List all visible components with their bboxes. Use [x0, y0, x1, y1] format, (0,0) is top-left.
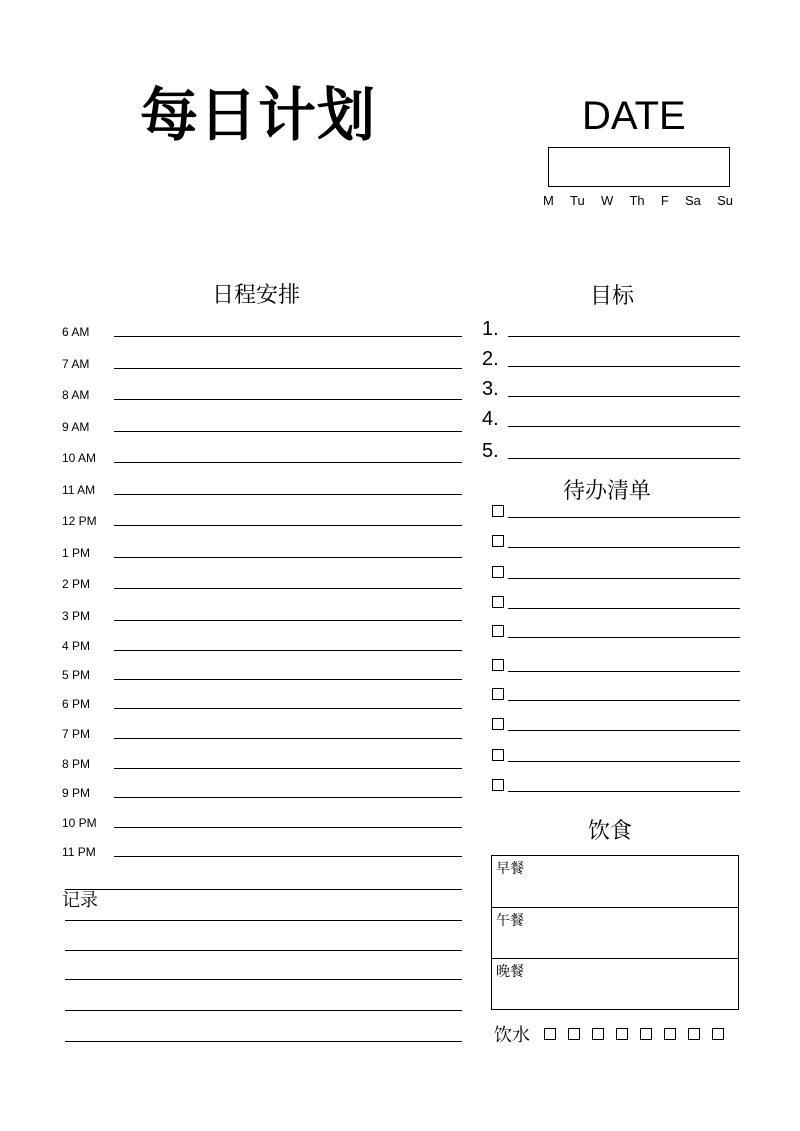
notes-line[interactable] — [65, 950, 462, 951]
todo-item[interactable] — [492, 502, 740, 522]
meal-label: 午餐 — [496, 913, 524, 929]
write-line[interactable] — [508, 637, 740, 638]
schedule-row[interactable] — [62, 786, 462, 806]
todo-item[interactable] — [492, 563, 740, 583]
goal-number: 3. — [482, 378, 499, 400]
write-line[interactable] — [508, 547, 740, 548]
meal-label: 早餐 — [496, 861, 524, 877]
notes-heading: 记录 — [62, 890, 98, 911]
checkbox[interactable] — [492, 749, 504, 761]
water-cup-checkbox[interactable] — [592, 1028, 604, 1040]
water-cup-checkbox[interactable] — [640, 1028, 652, 1040]
write-line[interactable] — [114, 708, 462, 709]
meal-label: 晚餐 — [496, 964, 524, 980]
page-title: 每日计划 — [140, 81, 377, 149]
goal-row[interactable] — [482, 440, 740, 464]
schedule-row[interactable] — [62, 577, 462, 597]
todo-item[interactable] — [492, 746, 740, 766]
schedule-row[interactable] — [62, 420, 462, 440]
weekday-su[interactable]: Su — [717, 193, 733, 208]
write-line[interactable] — [114, 494, 462, 495]
write-line[interactable] — [114, 620, 462, 621]
schedule-row[interactable] — [62, 514, 462, 534]
schedule-row[interactable] — [62, 388, 462, 408]
write-line[interactable] — [508, 458, 740, 459]
notes-line[interactable] — [65, 1010, 462, 1011]
schedule-row[interactable] — [62, 697, 462, 717]
water-cup-checkbox[interactable] — [664, 1028, 676, 1040]
checkbox[interactable] — [492, 535, 504, 547]
write-line[interactable] — [508, 336, 740, 337]
write-line[interactable] — [114, 797, 462, 798]
time-label: 3 PM — [62, 609, 91, 623]
write-line[interactable] — [114, 462, 462, 463]
goal-row[interactable] — [482, 348, 740, 372]
write-line[interactable] — [114, 768, 462, 769]
todo-item[interactable] — [492, 532, 740, 552]
time-label: 10 PM — [62, 816, 97, 830]
time-label: 5 PM — [62, 668, 91, 682]
schedule-row[interactable] — [62, 727, 462, 747]
weekday-f[interactable]: F — [660, 193, 669, 208]
meal-cell[interactable] — [492, 856, 738, 907]
water-cup-checkbox[interactable] — [688, 1028, 700, 1040]
write-line[interactable] — [114, 588, 462, 589]
checkbox[interactable] — [492, 718, 504, 730]
write-line[interactable] — [114, 557, 462, 558]
checkbox[interactable] — [492, 505, 504, 517]
write-line[interactable] — [508, 700, 740, 701]
schedule-row[interactable] — [62, 546, 462, 566]
date-field[interactable] — [548, 147, 730, 187]
goals-heading: 目标 — [590, 284, 635, 309]
meal-cell[interactable] — [492, 958, 738, 1009]
weekday-th[interactable]: Th — [629, 193, 645, 208]
schedule-row[interactable] — [62, 483, 462, 503]
write-line[interactable] — [114, 525, 462, 526]
notes-line[interactable] — [65, 889, 462, 890]
goal-number: 1. — [482, 318, 499, 340]
checkbox[interactable] — [492, 688, 504, 700]
date-label: DATE — [582, 94, 686, 138]
time-label: 9 PM — [62, 786, 91, 800]
schedule-row[interactable] — [62, 816, 462, 836]
time-label: 6 PM — [62, 697, 91, 711]
checkbox[interactable] — [492, 625, 504, 637]
todo-item[interactable] — [492, 593, 740, 613]
write-line[interactable] — [508, 578, 740, 579]
todo-item[interactable] — [492, 685, 740, 705]
water-label: 饮水 — [494, 1025, 530, 1046]
write-line[interactable] — [508, 426, 740, 427]
water-cup-checkbox[interactable] — [616, 1028, 628, 1040]
diet-heading: 饮食 — [588, 819, 633, 844]
weekday-m[interactable]: M — [543, 193, 554, 208]
time-label: 11 AM — [62, 483, 96, 497]
meal-cell[interactable] — [492, 907, 738, 958]
write-line[interactable] — [508, 791, 740, 792]
goal-number: 5. — [482, 440, 499, 462]
weekday-w[interactable]: W — [600, 193, 614, 208]
notes-line[interactable] — [65, 979, 462, 980]
todo-item[interactable] — [492, 715, 740, 735]
write-line[interactable] — [508, 730, 740, 731]
write-line[interactable] — [508, 761, 740, 762]
time-label: 12 PM — [62, 514, 97, 528]
water-cup-checkbox[interactable] — [712, 1028, 724, 1040]
write-line[interactable] — [114, 431, 462, 432]
schedule-row[interactable] — [62, 325, 462, 345]
time-label: 9 AM — [62, 420, 90, 434]
write-line[interactable] — [508, 671, 740, 672]
checkbox[interactable] — [492, 659, 504, 671]
goal-number: 2. — [482, 348, 499, 370]
schedule-row[interactable] — [62, 639, 462, 659]
weekday-tu[interactable]: Tu — [570, 193, 585, 208]
todo-item[interactable] — [492, 656, 740, 676]
water-cup-checkbox[interactable] — [544, 1028, 556, 1040]
goal-row[interactable] — [482, 318, 740, 342]
write-line[interactable] — [508, 396, 740, 397]
checkbox[interactable] — [492, 596, 504, 608]
schedule-row[interactable] — [62, 757, 462, 777]
schedule-row[interactable] — [62, 357, 462, 377]
write-line[interactable] — [114, 827, 462, 828]
schedule-heading: 日程安排 — [212, 283, 301, 308]
notes-line[interactable] — [65, 1041, 462, 1042]
schedule-row[interactable] — [62, 609, 462, 629]
goal-number: 4. — [482, 408, 499, 430]
schedule-row[interactable] — [62, 845, 462, 865]
write-line[interactable] — [114, 679, 462, 680]
checkbox[interactable] — [492, 779, 504, 791]
time-label: 11 PM — [62, 845, 96, 859]
water-tracker — [494, 1021, 736, 1047]
time-label: 8 PM — [62, 757, 91, 771]
write-line[interactable] — [114, 368, 462, 369]
time-label: 7 AM — [62, 357, 90, 371]
write-line[interactable] — [508, 608, 740, 609]
time-label: 2 PM — [62, 577, 91, 591]
goal-row[interactable] — [482, 378, 740, 402]
write-line[interactable] — [114, 399, 462, 400]
weekday-selector — [543, 193, 733, 208]
schedule-row[interactable] — [62, 451, 462, 471]
write-line[interactable] — [114, 336, 462, 337]
todo-item[interactable] — [492, 622, 740, 642]
write-line[interactable] — [114, 856, 462, 857]
weekday-sa[interactable]: Sa — [684, 193, 701, 208]
write-line[interactable] — [114, 738, 462, 739]
time-label: 7 PM — [62, 727, 91, 741]
water-cup-checkbox[interactable] — [568, 1028, 580, 1040]
todo-item[interactable] — [492, 776, 740, 796]
write-line[interactable] — [114, 650, 462, 651]
time-label: 10 AM — [62, 451, 97, 465]
checkbox[interactable] — [492, 566, 504, 578]
meal-table — [491, 855, 739, 1010]
schedule-row[interactable] — [62, 668, 462, 688]
time-label: 4 PM — [62, 639, 91, 653]
time-label: 1 PM — [62, 546, 91, 560]
goal-row[interactable] — [482, 408, 740, 432]
todo-heading: 待办清单 — [563, 479, 652, 504]
write-line[interactable] — [508, 366, 740, 367]
notes-line[interactable] — [65, 920, 462, 921]
time-label: 8 AM — [62, 388, 90, 402]
time-label: 6 AM — [62, 325, 90, 339]
write-line[interactable] — [508, 517, 740, 518]
